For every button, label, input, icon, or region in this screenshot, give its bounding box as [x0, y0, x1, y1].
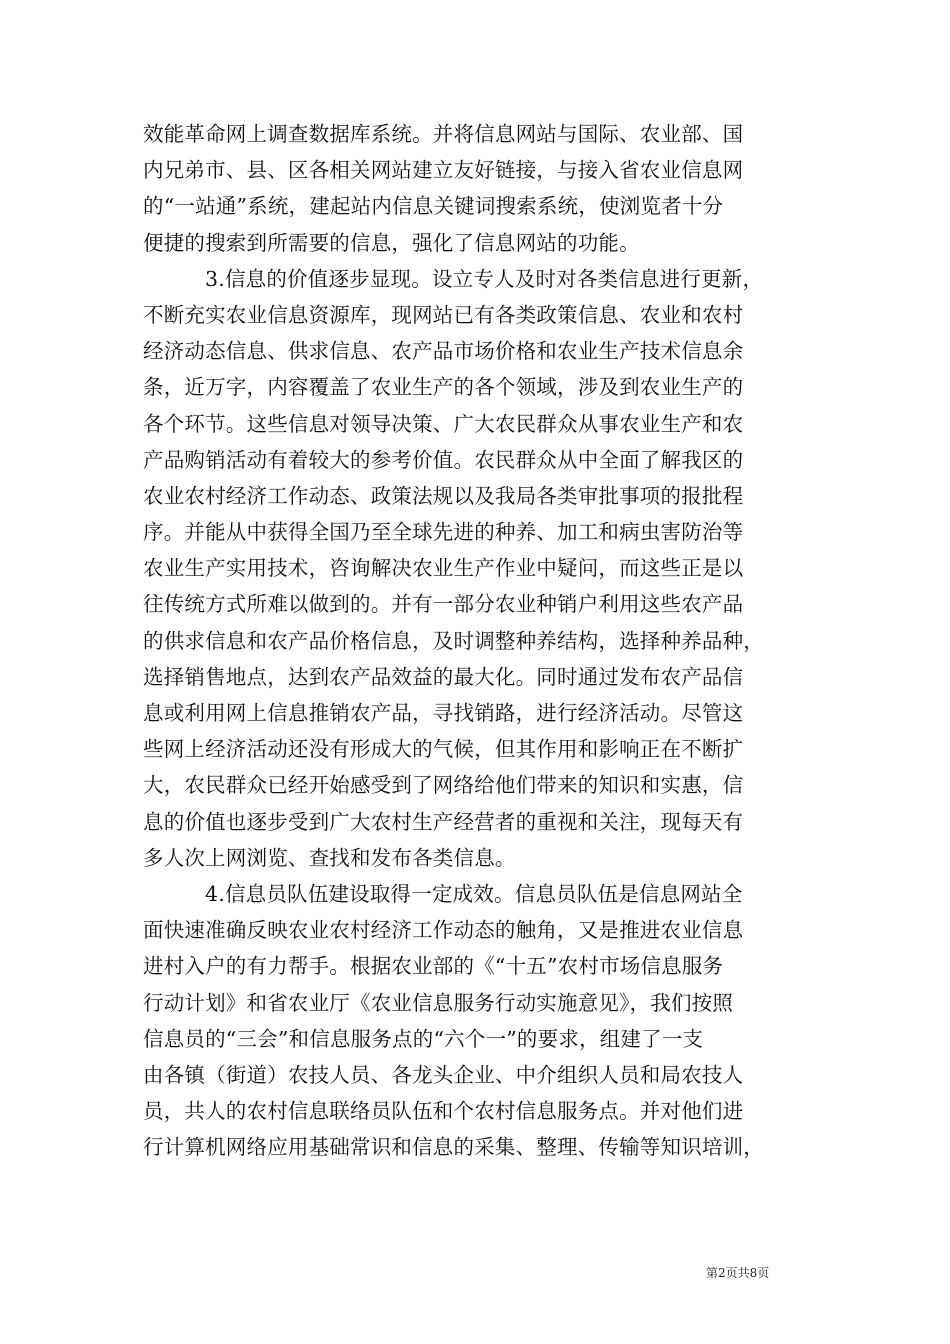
paragraph-line: 3.信息的价值逐步显现。设立专人及时对各类信息进行更新， [205, 266, 764, 291]
paragraph-line: 面快速准确反映农业农村经济工作动态的触角，又是推进农业信息 [143, 918, 744, 943]
paragraph-line: 不断充实农业信息资源库，现网站已有各类政策信息、农业和农村 [143, 302, 744, 327]
paragraph-line: 息的价值也逐步受到广大农村生产经营者的重视和关注，现每天有 [143, 809, 744, 834]
paragraph-line: 行动计划》和省农业厅《农业信息服务行动实施意见》，我们按照 [143, 990, 734, 1015]
paragraph-line: 多人次上网浏览、查找和发布各类信息。 [143, 845, 516, 870]
paragraph-line: 经济动态信息、供求信息、农产品市场价格和农业生产技术信息余 [143, 339, 744, 364]
paragraph-3 [143, 876, 813, 1166]
paragraph-line: 由各镇（街道）农技人员、各龙头企业、中介组织人员和局农技人 [143, 1062, 744, 1087]
paragraph-1 [143, 116, 813, 261]
paragraph-line: 便捷的搜索到所需要的信息，强化了信息网站的功能。 [143, 230, 640, 255]
page-number-footer: 第2页共8页 [706, 1266, 770, 1280]
paragraph-line: 农业生产实用技术，咨询解决农业生产作业中疑问，而这些正是以 [143, 556, 744, 581]
paragraph-line: 些网上经济活动还没有形成大的气候，但其作用和影响正在不断扩 [143, 737, 744, 762]
paragraph-line: 各个环节。这些信息对领导决策、广大农民群众从事农业生产和农 [143, 411, 744, 436]
paragraph-line: 序。并能从中获得全国乃至全球先进的种养、加工和病虫害防治等 [143, 520, 744, 545]
paragraph-line: 大，农民群众已经开始感受到了网络给他们带来的知识和实惠，信 [143, 773, 744, 798]
paragraph-2 [143, 261, 813, 876]
paragraph-line: 4.信息员队伍建设取得一定成效。信息员队伍是信息网站全 [205, 881, 743, 906]
paragraph-line: 的供求信息和农产品价格信息，及时调整种养结构，选择种养品种， [143, 628, 764, 653]
paragraph-line: 信息员的“三会”和信息服务点的“六个一”的要求，组建了一支 [143, 1026, 704, 1051]
paragraph-line: 行计算机网络应用基础常识和信息的采集、整理、传输等知识培训， [143, 1135, 764, 1160]
paragraph-line: 效能革命网上调查数据库系统。并将信息网站与国际、农业部、国 [143, 122, 744, 146]
paragraph-line: 往传统方式所难以做到的。并有一部分农业种销户利用这些农产品 [143, 592, 744, 617]
paragraph-line: 条，近万字，内容覆盖了农业生产的各个领域，涉及到农业生产的 [143, 375, 744, 400]
paragraph-line: 员，共人的农村信息联络员队伍和个农村信息服务点。并对他们进 [143, 1099, 744, 1124]
paragraph-line: 进村入户的有力帮手。根据农业部的《“十五”农村市场信息服务 [143, 954, 724, 979]
paragraph-line: 产品购销活动有着较大的参考价值。农民群众从中全面了解我区的 [143, 447, 744, 472]
paragraph-line: 的“一站通”系统，建起站内信息关键词搜索系统，使浏览者十分 [143, 194, 724, 219]
body-text [143, 116, 813, 1165]
paragraph-line: 内兄弟市、县、区各相关网站建立友好链接，与接入省农业信息网 [143, 158, 744, 183]
paragraph-line: 选择销售地点，达到农产品效益的最大化。同时通过发布农产品信 [143, 664, 744, 689]
paragraph-line: 息或利用网上信息推销农产品，寻找销路，进行经济活动。尽管这 [143, 701, 744, 725]
paragraph-line: 农业农村经济工作动态、政策法规以及我局各类审批事项的报批程 [143, 483, 744, 508]
